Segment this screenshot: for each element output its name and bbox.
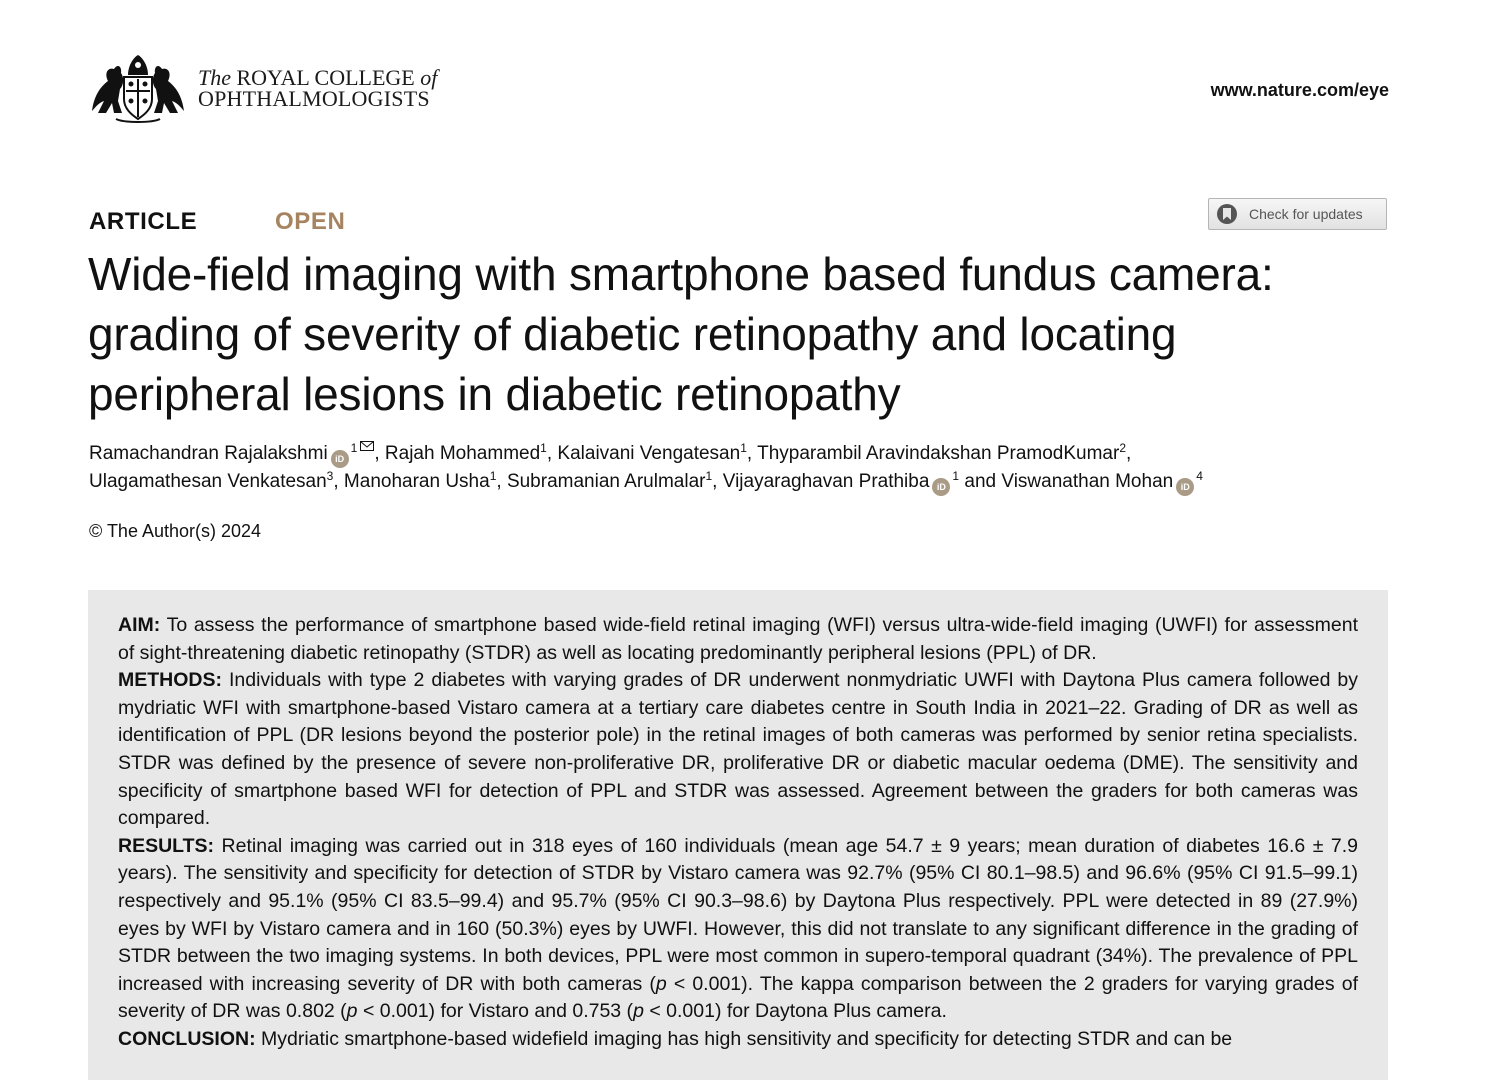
author-name[interactable]: Kalaivani Vengatesan: [557, 443, 741, 464]
affiliation-number: 1: [705, 469, 713, 483]
conclusion-label: CONCLUSION:: [118, 1027, 256, 1050]
results-text-2: < 0.001). The kappa comparison between the 2 graders for varying grades of severity of DR was 0.802 (: [118, 972, 1358, 1023]
article-title: [88, 244, 1388, 424]
conclusion-text: Mydriatic smartphone-based widefield imaging has high sensitivity and specificity for detecting STDR and can be: [261, 1027, 1233, 1050]
author-name[interactable]: Vijayaraghavan Prathiba: [722, 471, 930, 492]
orcid-icon[interactable]: iD: [932, 478, 950, 496]
logo-royal-college: ROYAL COLLEGE: [236, 65, 415, 90]
and-word: and: [964, 471, 997, 492]
methods-text: Individuals with type 2 diabetes with varying grades of DR underwent nonmydriatic UWFI with Daytona Plus camera followed by mydriatic WFI with smartphone-based Vistaro camera at a tertiary care diabetes centre in South India in 2021–22. Grading of DR as well as identification of PPL (DR lesions beyond the posterior pole) in the retinal images of both cameras was performed by senior retina specialists. STDR was defined by the presence of severe non-proliferative DR, proliferative DR or diabetic macular oedema (DME). The sensitivity and specificity of smartphone based WFI for detection of PPL and STDR was assessed. Agreement between the graders for both cameras was compared.: [118, 669, 1358, 830]
author-name[interactable]: Thyparambil Aravindakshan PramodKumar: [757, 443, 1120, 464]
abstract-aim: [118, 612, 1358, 667]
affiliation-number: 4: [1196, 469, 1203, 483]
aim-label: AIM:: [118, 614, 161, 636]
author-name[interactable]: Manoharan Usha: [343, 471, 490, 492]
author-name[interactable]: Ramachandran Rajalakshmi: [89, 443, 328, 464]
orcid-icon[interactable]: iD: [1176, 478, 1194, 496]
abstract-results: [118, 833, 1358, 1026]
affiliation-number: 2: [1119, 441, 1127, 455]
article-type-label: ARTICLE: [89, 208, 198, 235]
title-line-3: peripheral lesions in diabetic retinopathy: [88, 368, 901, 420]
author-list: [89, 440, 1389, 496]
title-line-2: grading of severity of diabetic retinopathy and locating: [88, 308, 1177, 360]
results-text-3: < 0.001) for Vistaro and 0.753 (: [357, 1000, 634, 1023]
author-name[interactable]: Viswanathan Mohan: [1001, 471, 1174, 492]
affiliation-number: 1: [740, 441, 747, 455]
journal-url-link[interactable]: www.nature.com/eye: [1210, 80, 1389, 100]
logo-wordmark: [198, 67, 437, 109]
logo-ophthalmologists: OPHTHALMOLOGISTS: [198, 86, 430, 111]
copyright-notice: © The Author(s) 2024: [89, 521, 262, 541]
mail-icon[interactable]: [360, 441, 374, 451]
methods-label: METHODS:: [118, 669, 222, 692]
bookmark-circle-icon: [1216, 203, 1238, 225]
author-name[interactable]: Subramanian Arulmalar: [506, 471, 706, 492]
orcid-icon[interactable]: iD: [331, 450, 349, 468]
crest-icon: [88, 51, 188, 125]
affiliation-number: 1: [350, 441, 358, 455]
affiliation-number: 1: [489, 469, 497, 483]
logo-the: The: [198, 65, 231, 90]
results-text-4: < 0.001) for Daytona Plus camera.: [643, 1000, 947, 1023]
open-access-badge: OPEN: [275, 208, 346, 235]
abstract-box: [88, 590, 1388, 1080]
p-value-symbol: p: [346, 1000, 358, 1023]
logo-of: of: [420, 65, 438, 90]
author-line-2: Ulagamathesan Venkatesan$^3$, Manoharan Usha$^1$, Subramanian Arulmalar$^1$, Vijayaraghavan Prathiba $iD^1$ and Viswanathan Mohan $iD^4$: [89, 468, 1389, 496]
affiliation-number: 1: [952, 469, 960, 483]
check-for-updates-label: Check for updates: [1249, 206, 1363, 222]
affiliation-number: 3: [326, 469, 334, 483]
rco-logo[interactable]: [88, 50, 458, 126]
p-value-symbol: p: [633, 1000, 644, 1023]
results-label: RESULTS:: [118, 834, 215, 857]
author-name[interactable]: Ulagamathesan Venkatesan: [89, 471, 327, 492]
results-text-1: Retinal imaging was carried out in 318 eyes of 160 individuals (mean age 54.7 ± 9 years; mean duration of diabetes 16.6 ± 7.9 years). The sensitivity and specificity for detection of STDR by Vistaro camera was 92.7% (95% CI 80.1–98.5) and 96.6% (95% CI 91.5–99.1) respectively and 95.1% (95% CI 83.5–99.4) and 95.7% (95% CI 90.3–98.6) by Daytona Plus respectively. PPL were detected in 89 (27.9%) eyes by WFI by Vistaro camera and in 160 (50.3%) eyes by UWFI. However, this did not translate to any significant difference in the grading of STDR between the two imaging systems. In both devices, PPL were most common in supero-temporal quadrant (34%). The prevalence of PPL increased with increasing severity of DR with both cameras (: [118, 834, 1358, 995]
title-line-1: Wide-field imaging with smartphone based fundus camera:: [88, 248, 1274, 300]
abstract-methods: [118, 667, 1358, 833]
author-name[interactable]: Rajah Mohammed: [384, 443, 541, 464]
check-for-updates-button[interactable]: [1208, 198, 1387, 230]
abstract-conclusion: [118, 1026, 1358, 1054]
aim-text: To assess the performance of smartphone based wide-field retinal imaging (WFI) versus ultra-wide-field imaging (UWFI) for assessment of sight-threatening diabetic retinopathy (STDR) as well as locating predominantly peripheral lesions (PPL) of DR.: [118, 614, 1358, 664]
affiliation-number: 1: [540, 441, 547, 455]
author-line-1: Ramachandran Rajalakshmi $iD^1$ , Rajah Mohammed$^1$, Kalaivani Vengatesan$^1$, Thyparambil Aravindakshan PramodKumar$^2$,: [89, 440, 1389, 468]
p-value-symbol: p: [655, 972, 667, 995]
